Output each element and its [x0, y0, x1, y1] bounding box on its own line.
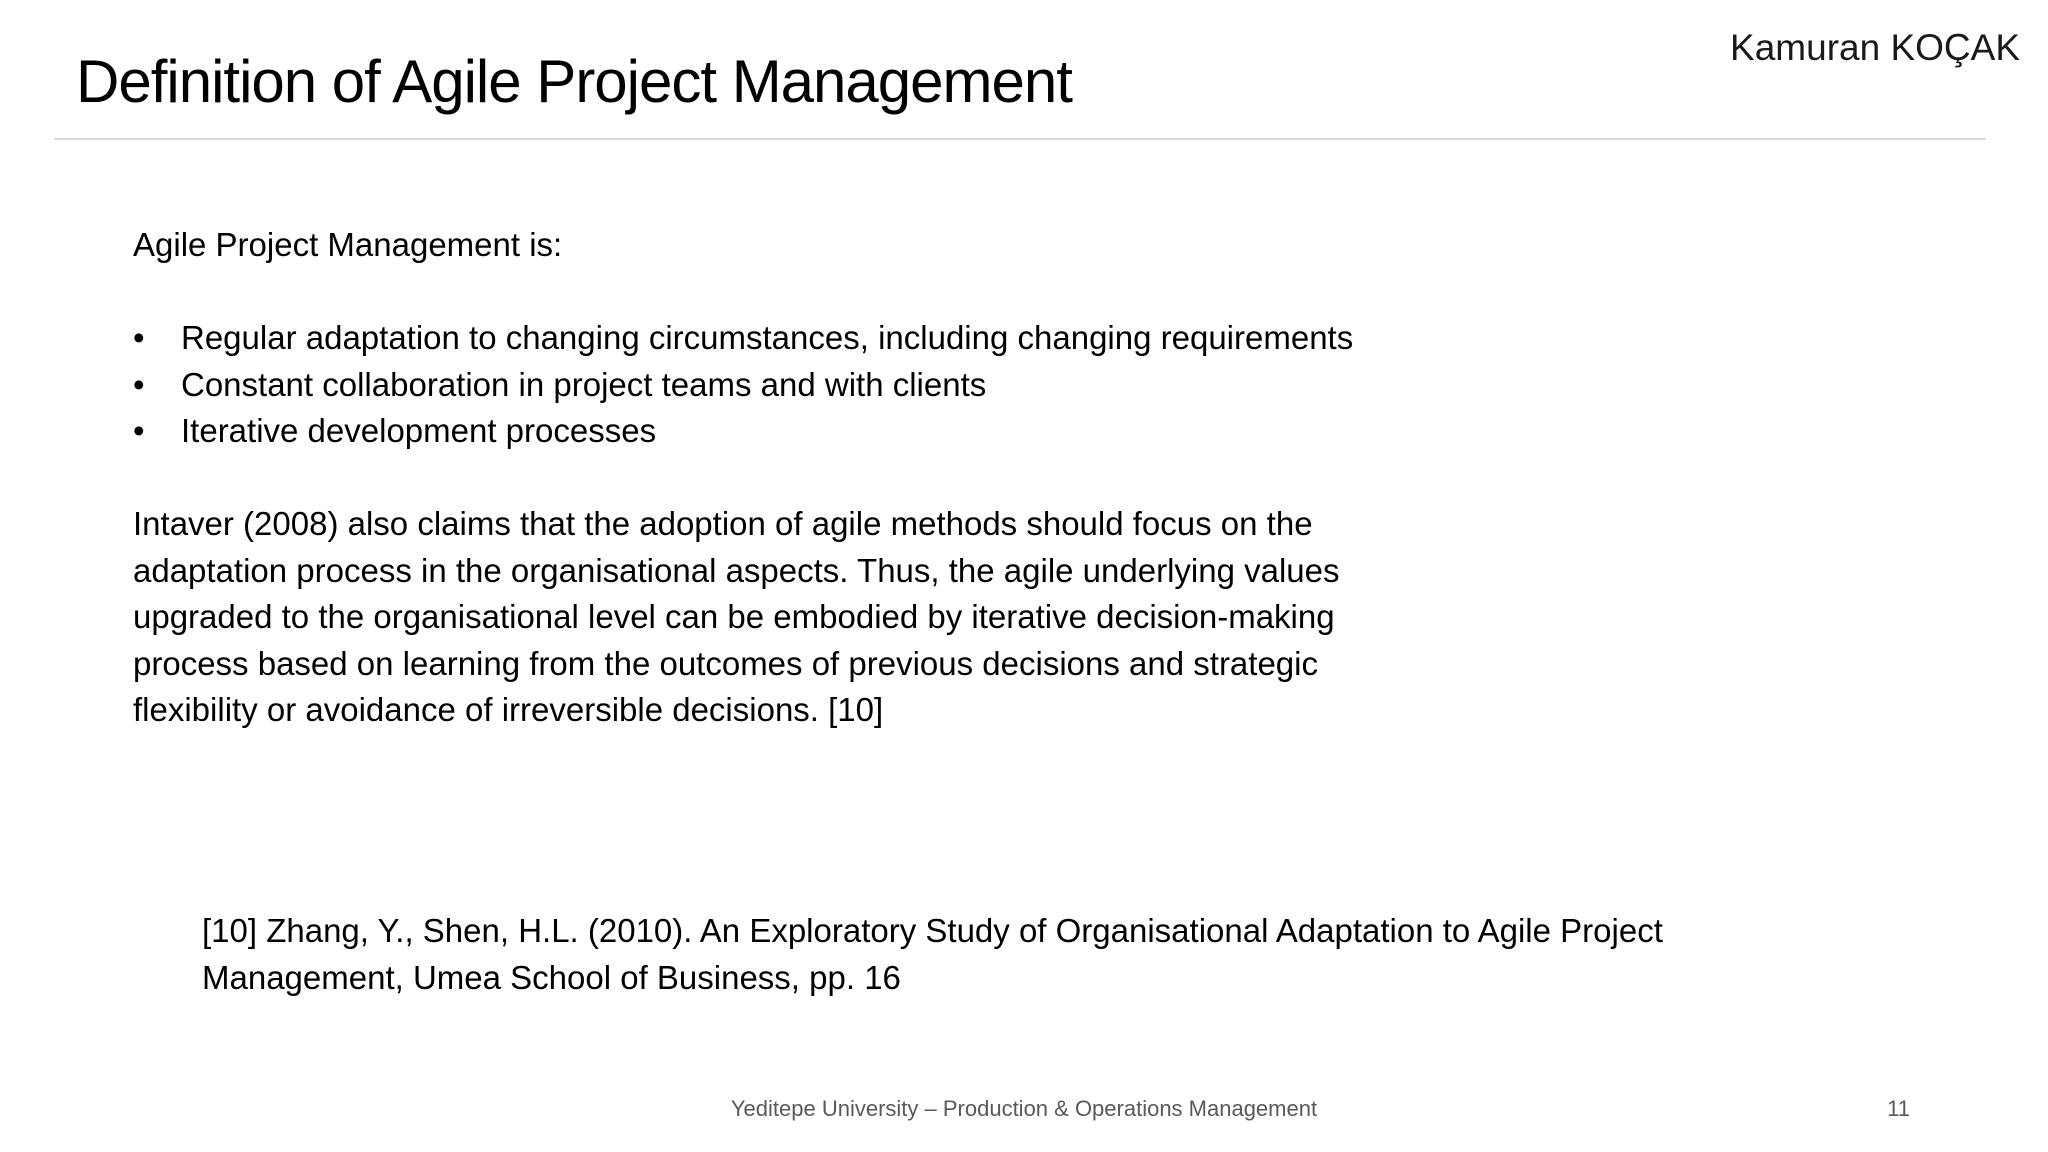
slide-title: Definition of Agile Project Management	[76, 48, 1072, 115]
intro-text: Agile Project Management is:	[133, 226, 563, 263]
reference-line: Management, Umea School of Business, pp. 16	[202, 958, 901, 996]
footer-text: Yeditepe University – Production & Operations Management	[730, 1096, 1318, 1121]
bullet-icon: •	[133, 365, 145, 403]
paragraph-line: flexibility or avoidance of irreversible decisions. [10]	[133, 691, 884, 728]
bullet-list	[133, 315, 1553, 455]
bullet-text: Constant collaboration in project teams and with clients	[181, 365, 987, 403]
spacer	[133, 455, 1553, 502]
spacer	[133, 269, 1553, 316]
bullet-item	[133, 362, 1553, 409]
paragraph-line: upgraded to the organisational level can be embodied by iterative decision-making	[133, 598, 1335, 635]
paragraph-line: Intaver (2008) also claims that the adoption of agile methods should focus on the	[133, 505, 1313, 542]
page-number: 11	[1887, 1096, 1910, 1121]
bullet-text: Regular adaptation to changing circumstances, including changing requirements	[181, 319, 1354, 356]
reference-citation	[202, 908, 1822, 1001]
slide-body	[133, 222, 1553, 734]
bullet-icon: •	[133, 319, 145, 356]
author-name: Kamuran KOÇAK	[1730, 27, 2020, 68]
reference-line: [10] Zhang, Y., Shen, H.L. (2010). An Exploratory Study of Organisational Adaptation to Agile Project	[202, 912, 1663, 949]
title-divider	[54, 138, 1986, 140]
bullet-text: Iterative development processes	[181, 412, 657, 449]
body-paragraph	[133, 501, 1553, 734]
bullet-icon: •	[133, 412, 145, 449]
paragraph-line: process based on learning from the outcomes of previous decisions and strategic	[133, 644, 1318, 682]
paragraph-line: adaptation process in the organisational aspects. Thus, the agile underlying values	[133, 551, 1340, 589]
bullet-item	[133, 315, 1553, 362]
bullet-item	[133, 408, 1553, 455]
